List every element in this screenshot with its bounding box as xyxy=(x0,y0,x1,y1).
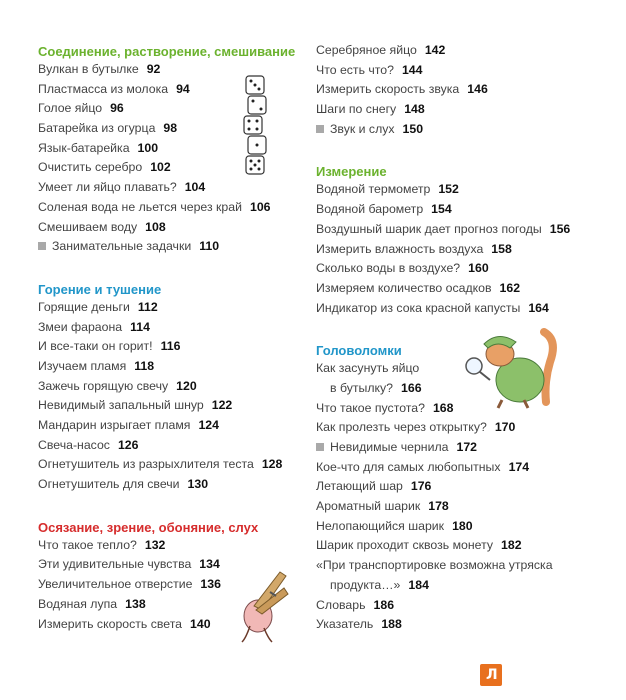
toc-entry-page: 144 xyxy=(401,62,423,77)
toc-entry-page: 188 xyxy=(381,617,402,632)
toc-entry[interactable] xyxy=(38,455,308,475)
toc-entry-page: 126 xyxy=(117,437,139,452)
toc-entry[interactable] xyxy=(316,61,616,81)
toc-entry-page: 172 xyxy=(456,440,478,454)
toc-entry[interactable] xyxy=(38,475,308,495)
toc-entry-title: Водяной термометр xyxy=(316,182,431,197)
toc-entry[interactable] xyxy=(316,556,616,576)
toc-entry-title: Смешиваем воду xyxy=(38,219,138,234)
toc-entry-page: 152 xyxy=(438,182,459,197)
toc-entry-title: Водяная лупа xyxy=(38,596,118,611)
square-bullet-icon xyxy=(316,443,324,451)
toc-entry-title: Что такое тепло? xyxy=(38,537,137,552)
toc-entry-title: Шаги по снегу xyxy=(316,102,397,117)
toc-entry-title: Что есть что? xyxy=(316,62,394,77)
toc-entry-page: 92 xyxy=(146,62,161,76)
square-bullet-icon xyxy=(38,242,46,250)
toc-entry-page: 174 xyxy=(508,459,530,474)
toc-entry[interactable] xyxy=(316,576,616,596)
toc-entry-page: 128 xyxy=(261,457,283,472)
toc-entry-page: 178 xyxy=(428,499,449,514)
toc-entry-title: Огнетушитель для свечи xyxy=(38,477,180,492)
toc-entry[interactable] xyxy=(316,180,616,200)
toc-entry-page: 112 xyxy=(137,299,158,314)
cat-detective-illustration xyxy=(458,322,562,410)
toc-entry-page: 186 xyxy=(373,597,395,612)
toc-entry-page: 102 xyxy=(150,160,171,175)
toc-entry-page: 118 xyxy=(134,358,155,373)
toc-entry-title: Измерить скорость света xyxy=(38,616,183,631)
toc-entry-title: Кое-что для самых любопытных xyxy=(316,459,501,474)
section-title-senses: Осязание, зрение, обоняние, слух xyxy=(38,519,259,535)
toc-entry-title: Змеи фараона xyxy=(38,319,123,334)
toc-entry[interactable] xyxy=(316,200,616,220)
toc-entry-page: 162 xyxy=(499,280,521,295)
toc-entry-title: Сколько воды в воздухе? xyxy=(316,261,461,276)
toc-entry-title: Словарь xyxy=(316,597,366,612)
toc-entry[interactable] xyxy=(316,596,616,616)
toc-entry[interactable] xyxy=(38,416,308,436)
toc-entry-title: Мандарин изрыгает пламя xyxy=(38,418,191,432)
toc-entry[interactable] xyxy=(38,298,308,318)
toc-entry[interactable] xyxy=(316,477,616,497)
toc-entry-page: 122 xyxy=(211,398,233,413)
toc-entry-page: 136 xyxy=(200,577,221,592)
toc-entry[interactable] xyxy=(316,615,616,635)
toc-entry-page: 168 xyxy=(432,400,454,415)
toc-entry-page: 98 xyxy=(163,121,178,136)
toc-entry-page: 106 xyxy=(249,199,271,214)
toc-entry-title: Зажечь горящую свечу xyxy=(38,378,169,393)
section-title-mixing: Соединение, растворение, смешивание xyxy=(38,44,296,59)
toc-entry[interactable] xyxy=(38,396,308,416)
toc-entry-title: Батарейка из огурца xyxy=(38,121,156,136)
toc-entry[interactable] xyxy=(316,80,616,100)
toc-entry[interactable] xyxy=(316,497,616,517)
toc-entry-page: 150 xyxy=(402,121,424,136)
toc-entry-page: 140 xyxy=(190,616,211,631)
toc-entry-title: Соленая вода не льется через край xyxy=(38,199,242,214)
toc-entry-title: Занимательные задачки xyxy=(52,239,192,254)
toc-entry-title: Индикатор из сока красной капусты xyxy=(316,300,521,315)
toc-entry[interactable] xyxy=(38,178,308,198)
toc-entry-page: 154 xyxy=(431,202,452,217)
toc-entry-title: Измерить скорость звука xyxy=(316,82,460,97)
publisher-logo: Л xyxy=(480,664,502,686)
toc-entry-page: 96 xyxy=(110,101,124,116)
toc-entry[interactable] xyxy=(38,377,308,397)
toc-entry-title: Измеряем количество осадков xyxy=(316,280,492,295)
toc-entry-title: Горящие деньги xyxy=(38,299,130,314)
toc-entry[interactable] xyxy=(38,237,308,257)
toc-entry-page: 180 xyxy=(452,518,473,533)
toc-entry-page: 100 xyxy=(137,140,159,155)
toc-entry-title: Указатель xyxy=(316,617,374,632)
section-gap xyxy=(38,495,308,519)
toc-entry-page: 120 xyxy=(176,378,197,393)
toc-entry[interactable] xyxy=(316,299,616,319)
toc-entry-page: 134 xyxy=(199,557,220,572)
toc-entry-page: 176 xyxy=(410,479,432,494)
section-gap xyxy=(316,139,616,163)
toc-entry-page: 164 xyxy=(528,300,549,315)
toc-entry-title: Ароматный шарик xyxy=(316,499,421,514)
toc-entry-page: 124 xyxy=(198,418,219,432)
toc-entry[interactable] xyxy=(316,517,616,537)
toc-entry-page: 184 xyxy=(408,577,429,592)
toc-entry-title: Очистить серебро xyxy=(38,160,143,175)
toc-entry-page: 166 xyxy=(401,380,422,395)
toc-entry-page: 158 xyxy=(491,241,512,256)
toc-entry-title: Летающий шар xyxy=(316,479,403,494)
toc-entry-page: 148 xyxy=(404,102,425,117)
toc-entry-title: Умеет ли яйцо плавать? xyxy=(38,180,177,195)
toc-entry-title: Невидимый запальный шнур xyxy=(38,398,204,413)
nose-clothespin-illustration xyxy=(236,566,292,646)
toc-entry[interactable] xyxy=(316,418,616,438)
toc-entry-page: 142 xyxy=(424,43,446,57)
toc-entry[interactable] xyxy=(316,536,616,556)
toc-entry[interactable] xyxy=(38,536,308,556)
toc-entry-title: в бутылку? xyxy=(330,380,394,395)
toc-entry-title: Вулкан в бутылке xyxy=(38,62,139,76)
toc-entry[interactable] xyxy=(316,220,616,240)
toc-entry-title: Невидимые чернила xyxy=(330,440,449,454)
toc-entry-title: Что такое пустота? xyxy=(316,400,425,415)
toc-entry-title: Язык-батарейка xyxy=(38,140,130,155)
toc-entry[interactable] xyxy=(316,100,616,120)
square-bullet-icon xyxy=(316,125,324,133)
toc-entry-title: И все-таки он горит! xyxy=(38,339,153,354)
toc-entry-page: 104 xyxy=(184,180,206,195)
toc-entry-title: Пластмасса из молока xyxy=(38,81,169,96)
toc-entry[interactable] xyxy=(316,240,616,260)
toc-entry-title: «При транспортировке возможна утряска xyxy=(316,558,553,573)
toc-entry-page: 108 xyxy=(145,219,166,234)
section-title-measure: Измерение xyxy=(316,164,387,180)
section-title-burning: Горение и тушение xyxy=(38,281,162,297)
toc-entry-page: 182 xyxy=(501,538,522,553)
toc-entry-title: Огнетушитель из разрыхлителя теста xyxy=(38,457,254,472)
dice-illustration xyxy=(238,74,274,178)
toc-entry[interactable] xyxy=(316,120,616,140)
section-title-puzzles: Головоломки xyxy=(316,343,402,359)
toc-entry[interactable] xyxy=(316,458,616,478)
toc-entry-page: 132 xyxy=(144,537,166,552)
toc-entry-title: Изучаем пламя xyxy=(38,358,127,373)
toc-entry-page: 116 xyxy=(160,339,181,354)
toc-entry[interactable] xyxy=(316,41,616,61)
toc-entry-title: Нелопающийся шарик xyxy=(316,518,445,533)
section-gap xyxy=(38,257,308,281)
toc-entry-title: Измерить влажность воздуха xyxy=(316,241,484,256)
toc-entry-page: 130 xyxy=(187,477,209,492)
toc-entry-page: 170 xyxy=(494,420,516,435)
toc-entry-title: Воздушный шарик дает прогноз погоды xyxy=(316,221,542,236)
toc-entry-title: Шарик проходит сквозь монету xyxy=(316,538,494,553)
toc-entry-title: Как пролезть через открытку? xyxy=(316,420,487,435)
toc-entry[interactable] xyxy=(38,337,308,357)
toc-entry-title: Эти удивительные чувства xyxy=(38,557,192,572)
toc-entry-title: продукта…» xyxy=(330,577,401,592)
toc-entry[interactable] xyxy=(316,259,616,279)
toc-entry-title: Звук и слух xyxy=(330,121,395,136)
toc-entry[interactable] xyxy=(38,357,308,377)
toc-entry[interactable] xyxy=(316,438,616,458)
toc-entry-page: 156 xyxy=(549,221,571,236)
toc-entry-page: 138 xyxy=(125,596,146,611)
toc-entry-page: 110 xyxy=(199,239,220,254)
toc-entry-title: Голое яйцо xyxy=(38,101,103,116)
toc-entry-page: 146 xyxy=(467,82,488,97)
toc-entry-page: 94 xyxy=(176,81,190,96)
toc-entry-page: 160 xyxy=(468,261,489,276)
toc-entry-title: Как засунуть яйцо xyxy=(316,361,420,376)
toc-entry[interactable] xyxy=(38,436,308,456)
toc-entry[interactable] xyxy=(38,318,308,338)
toc-entry[interactable] xyxy=(38,218,308,238)
toc-entry-title: Водяной барометр xyxy=(316,202,424,217)
toc-entry-title: Увеличительное отверстие xyxy=(38,577,193,592)
toc-entry-page: 114 xyxy=(130,319,150,334)
toc-entry-title: Серебряное яйцо xyxy=(316,43,417,57)
toc-entry[interactable] xyxy=(316,279,616,299)
toc-entry[interactable] xyxy=(38,198,308,218)
toc-entry-title: Свеча-насос xyxy=(38,437,110,452)
